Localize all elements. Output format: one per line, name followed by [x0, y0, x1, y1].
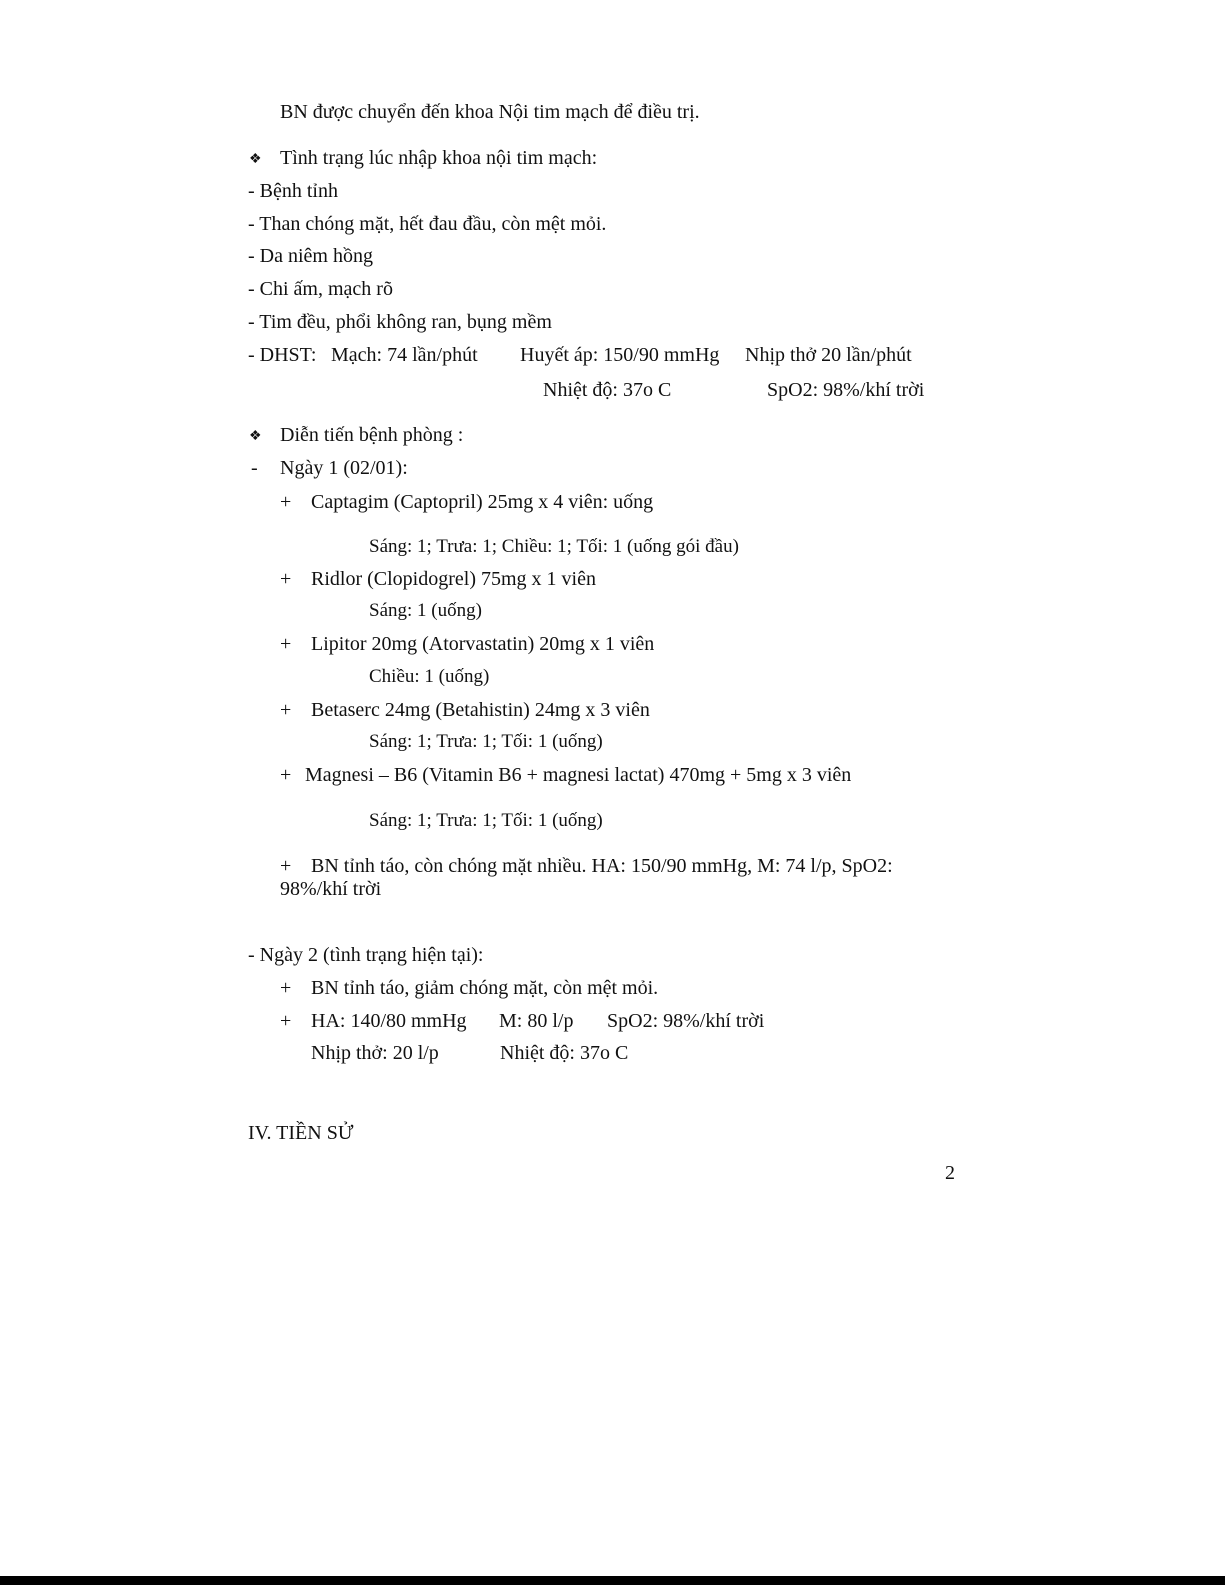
- plus-bullet-icon: +: [280, 699, 292, 721]
- medication-name: Captagim (Captopril) 25mg x 4 viên: uống: [311, 491, 654, 513]
- medication-name: Betaserc 24mg (Betahistin) 24mg x 3 viên: [311, 699, 650, 721]
- medication-name: Ridlor (Clopidogrel) 75mg x 1 viên: [311, 568, 596, 590]
- plus-bullet-icon: +: [280, 764, 292, 786]
- section-heading: IV. TIỀN SỬ: [248, 1122, 354, 1144]
- medication-dose: Chiều: 1 (uống): [369, 666, 490, 687]
- plus-bullet-icon: +: [280, 568, 292, 590]
- admission-line: - Than chóng mặt, hết đau đầu, còn mệt mỏi.: [248, 213, 607, 235]
- day2-blood-pressure: HA: 140/80 mmHg: [311, 1010, 467, 1032]
- plus-bullet-icon: +: [280, 855, 292, 877]
- day1-status: BN tỉnh táo, còn chóng mặt nhiều. HA: 150/90 mmHg, M: 74 l/p, SpO2:: [311, 855, 893, 877]
- day2-pulse: M: 80 l/p: [499, 1010, 574, 1032]
- day1-label: Ngày 1 (02/01):: [280, 457, 408, 479]
- plus-bullet-icon: +: [280, 1010, 292, 1032]
- vitals-temperature: Nhiệt độ: 37o C: [543, 379, 672, 401]
- plus-bullet-icon: +: [280, 491, 292, 513]
- plus-bullet-icon: +: [280, 633, 292, 655]
- vitals-spo2: SpO2: 98%/khí trời: [767, 379, 925, 401]
- day2-status: BN tỉnh táo, giảm chóng mặt, còn mệt mỏi.: [311, 977, 659, 999]
- medication-dose: Sáng: 1; Trưa: 1; Tối: 1 (uống): [369, 731, 603, 752]
- plus-bullet-icon: +: [280, 977, 292, 999]
- vitals-prefix: - DHST:: [248, 344, 317, 366]
- vitals-blood-pressure: Huyết áp: 150/90 mmHg: [520, 344, 720, 366]
- intro-line: BN được chuyển đến khoa Nội tim mạch để điều trị.: [280, 101, 700, 123]
- admission-line: - Chi ấm, mạch rõ: [248, 278, 393, 300]
- medication-dose: Sáng: 1; Trưa: 1; Tối: 1 (uống): [369, 810, 603, 831]
- medication-name: Magnesi – B6 (Vitamin B6 + magnesi lactat) 470mg + 5mg x 3 viên: [305, 764, 852, 786]
- admission-line: - Tim đều, phổi không ran, bụng mềm: [248, 311, 552, 333]
- diamond-bullet-icon: ❖: [249, 152, 262, 167]
- day1-dash: -: [251, 457, 258, 479]
- day2-label: - Ngày 2 (tình trạng hiện tại):: [248, 944, 484, 966]
- vitals-pulse: Mạch: 74 lần/phút: [331, 344, 478, 366]
- day1-status-continued: 98%/khí trời: [280, 878, 382, 900]
- diamond-bullet-icon: ❖: [249, 429, 262, 444]
- medication-dose: Sáng: 1; Trưa: 1; Chiều: 1; Tối: 1 (uống gói đầu): [369, 536, 739, 557]
- admission-heading: Tình trạng lúc nhập khoa nội tim mạch:: [280, 147, 598, 169]
- admission-line: - Da niêm hồng: [248, 245, 373, 267]
- medication-dose: Sáng: 1 (uống): [369, 600, 482, 621]
- progress-heading: Diễn tiến bệnh phòng :: [280, 424, 464, 446]
- day2-spo2: SpO2: 98%/khí trời: [607, 1010, 765, 1032]
- medication-name: Lipitor 20mg (Atorvastatin) 20mg x 1 viên: [311, 633, 655, 655]
- day2-temperature: Nhiệt độ: 37o C: [500, 1042, 629, 1064]
- admission-line: - Bệnh tỉnh: [248, 180, 338, 202]
- day2-respiration: Nhịp thở: 20 l/p: [311, 1042, 439, 1064]
- page-number: 2: [945, 1162, 955, 1184]
- bottom-border: [0, 1576, 1225, 1585]
- vitals-respiration: Nhịp thở 20 lần/phút: [745, 344, 912, 366]
